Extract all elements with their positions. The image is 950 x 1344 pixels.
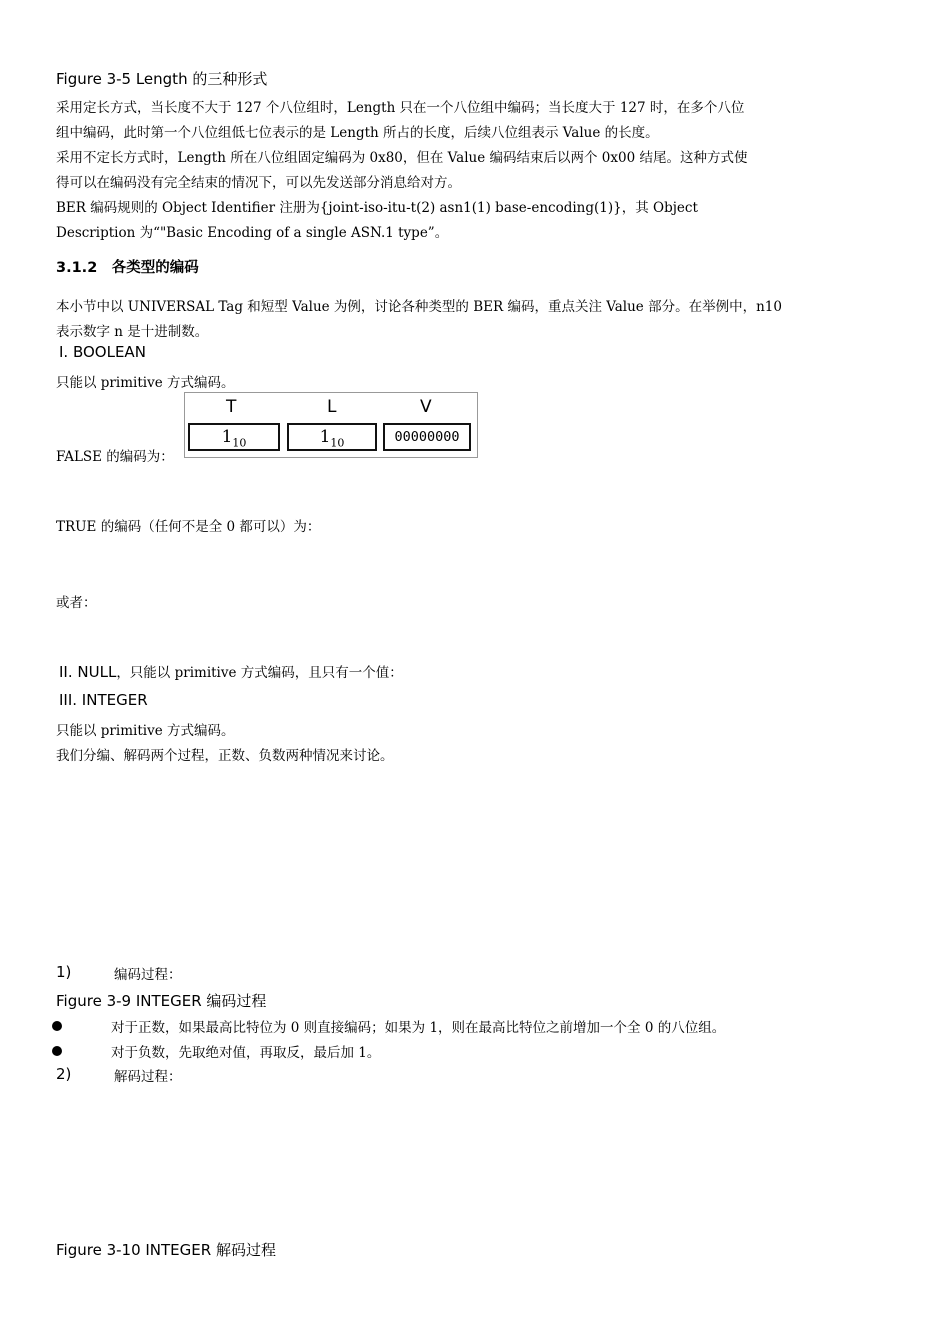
true-encoding-label: TRUE 的编码（任何不是全 0 都可以）为： [56,519,321,535]
tlv-t-subscript: 10 [232,436,247,450]
paragraph-line: 本小节中以 UNIVERSAL Tag 和短型 Value 为例，讨论各种类型的 BER 编码，重点关注 Value 部分。在举例中，n10 [56,299,782,315]
tlv-l-value: 1 [319,427,331,447]
tlv-box-t [188,423,280,451]
false-encoding-label: FALSE 的编码为： [56,449,174,465]
tlv-box-v [383,423,471,451]
paragraph-line: 得可以在编码没有完全结束的情况下，可以先发送部分消息给对方。 [56,175,461,191]
tlv-header-v: V [420,397,432,417]
paragraph-line: 我们分编、解码两个过程，正数、负数两种情况来讨论。 [56,748,394,764]
step-2-text: 解码过程： [114,1069,182,1085]
tlv-box-l [287,423,377,451]
tlv-header-l: L [327,397,337,417]
paragraph-line: 采用定长方式，当长度不大于 127 个八位组时，Length 只在一个八位组中编码；当长度大于 127 时，在多个八位 [56,100,745,116]
heading-null-numeral: II. NULL [59,663,117,681]
figure-3-5-caption: Figure 3-5 Length 的三种形式 [56,70,268,88]
paragraph-line: BER 编码规则的 Object Identifier 注册为{joint-iso-itu-t(2) asn1(1) base-encoding(1)}，其 Object [56,200,698,216]
paragraph-line: 只能以 primitive 方式编码。 [56,723,235,739]
paragraph-line: Description 为“"Basic Encoding of a single ASN.1 type”。 [56,225,449,241]
step-2-number: 2) [56,1065,72,1083]
tlv-header-t: T [226,397,237,417]
figure-3-10-caption: Figure 3-10 INTEGER 解码过程 [56,1241,276,1259]
figure-3-9-caption: Figure 3-9 INTEGER 编码过程 [56,992,267,1010]
step-1-number: 1) [56,963,72,981]
tlv-t-value: 1 [221,427,233,447]
heading-null [59,661,403,681]
section-heading-3-1-2: 3.1.2 各类型的编码 [56,260,199,276]
heading-integer: III. INTEGER [59,691,148,709]
paragraph-line: 采用不定长方式时，Length 所在八位组固定编码为 0x80，但在 Value 编码结束后以两个 0x00 结尾。这种方式使 [56,150,748,166]
paragraph-line: 组中编码，此时第一个八位组低七位表示的是 Length 所占的长度，后续八位组表示 Value 的长度。 [56,125,659,141]
tlv-boolean-figure [184,392,478,458]
tlv-v-value: 00000000 [394,429,460,445]
or-label: 或者： [56,595,97,611]
bullet-text-positive: 对于正数，如果最高比特位为 0 则直接编码；如果为 1，则在最高比特位之前增加一个全 0 的八位组。 [111,1020,726,1036]
step-1-text: 编码过程： [114,967,182,983]
heading-null-desc: ，只能以 primitive 方式编码，且只有一个值： [116,665,403,681]
tlv-l-subscript: 10 [330,436,345,450]
bullet-icon [52,1046,62,1056]
paragraph-line: 只能以 primitive 方式编码。 [56,375,235,391]
bullet-text-negative: 对于负数，先取绝对值，再取反，最后加 1。 [111,1045,381,1061]
paragraph-line: 表示数字 n 是十进制数。 [56,324,209,340]
heading-boolean: I. BOOLEAN [59,343,146,361]
bullet-icon [52,1021,62,1031]
